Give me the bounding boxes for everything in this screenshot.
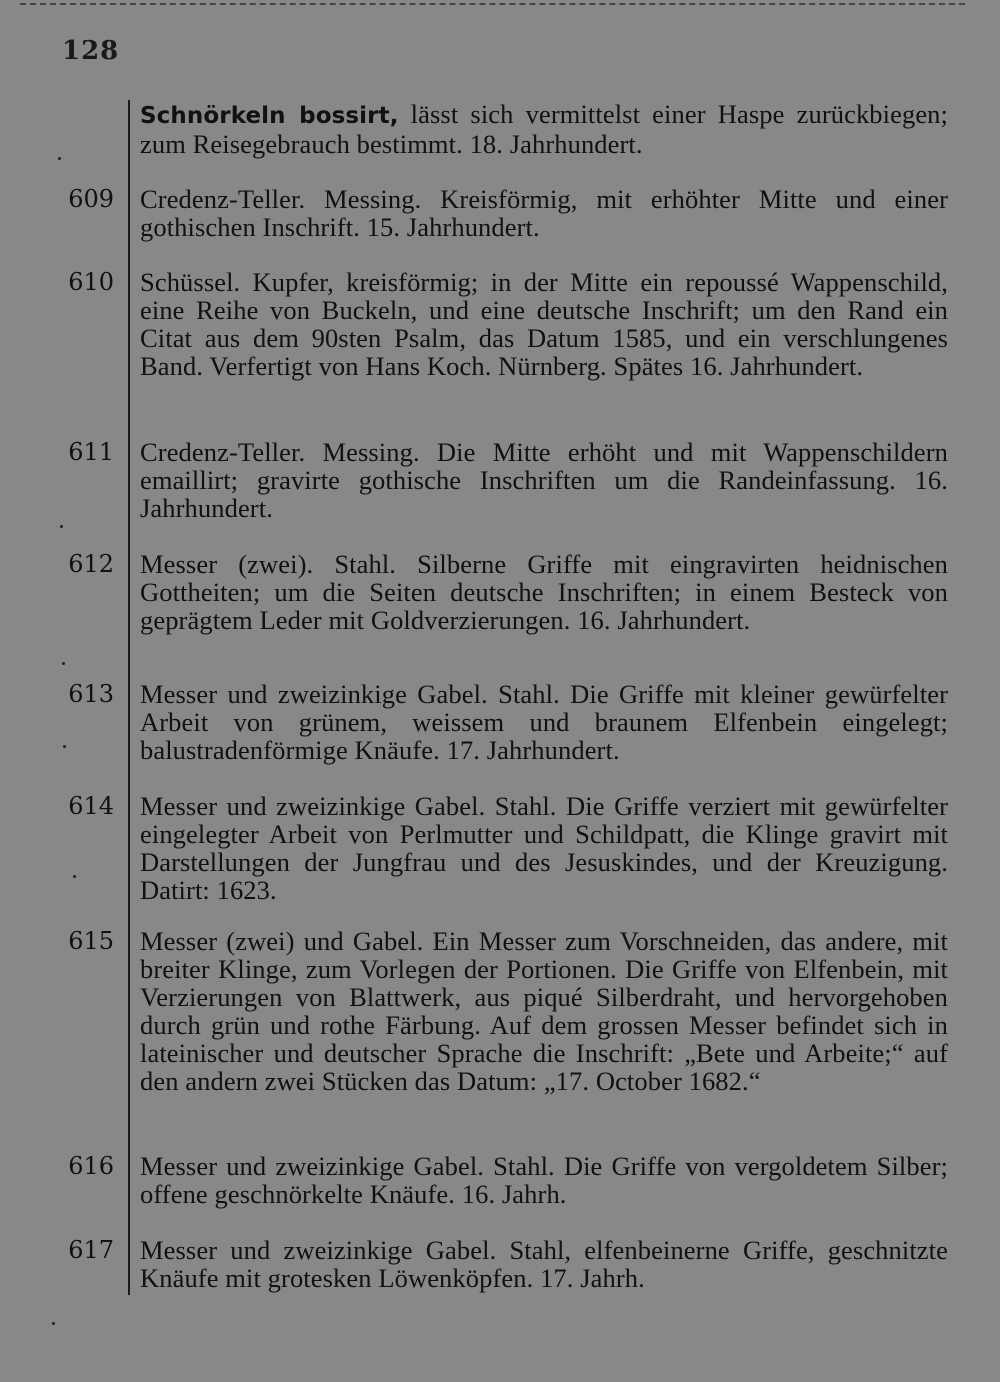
entry-text: Messer (zwei) und Gabel. Ein Messer zum Vorschneiden, das andere, mit breiter Klinge, zum Vorlegen der Portionen. Die Griffe von Elfenbein, mit Verzierungen von Blattwerk, aus piqué Silberdraht, und hervorgehoben durch grün und rothe Färbung. Auf dem grossen Messer befindet sich in lateinischer und deutscher Sprache die Inschrift: „Bete und Arbeite;“ auf den andern zwei Stücken das Datum: „17. October 1682.“	[140, 926, 948, 1096]
entry-bold-lead: Schnörkeln bossirt,	[140, 103, 399, 129]
print-speck	[60, 525, 63, 528]
print-speck	[63, 745, 66, 748]
entry-description: lässt sich vermittelst einer Haspe zurückbiegen; zum Reisegebrauch bestimmt. 18. Jahrhundert.	[140, 99, 948, 159]
print-speck	[73, 875, 76, 878]
column-divider	[128, 100, 130, 1295]
page-number: 128	[62, 36, 120, 66]
entry-number: 610	[68, 268, 114, 296]
entry-text: Schüssel. Kupfer, kreisförmig; in der Mitte ein repoussé Wappenschild, eine Reihe von Buckeln, und eine deutsche Inschrift; um den Rand ein Citat aus dem 90sten Psalm, das Datum 1585, und ein verschlungenes Band. Verfertigt von Hans Koch. Nürnberg. Spätes 16. Jahrhundert.	[140, 267, 948, 381]
entry-text: Messer und zweizinkige Gabel. Stahl. Die Griffe verziert mit gewürfelter eingelegter Arbeit von Perlmutter und Schildpatt, die Klinge gravirt mit Darstellungen der Jungfrau und des Jesuskindes, und der Kreuzigung. Datirt: 1623.	[140, 791, 948, 905]
print-speck	[62, 662, 65, 665]
entry-text: Messer (zwei). Stahl. Silberne Griffe mit eingravirten heidnischen Gottheiten; um die Seiten deutsche Inschriften; in einem Besteck von geprägtem Leder mit Goldverzierungen. 16. Jahrhundert.	[140, 549, 948, 635]
entry-number: 613	[68, 680, 114, 708]
entry-text: Messer und zweizinkige Gabel. Stahl. Die Griffe mit kleiner gewürfelter Arbeit von grünem, weissem und braunem Elfenbein eingelegt; balustradenförmige Knäufe. 17. Jahrhundert.	[140, 679, 948, 765]
entry-number: 612	[68, 550, 114, 578]
entry-number: 614	[68, 792, 114, 820]
print-speck	[58, 157, 61, 160]
top-edge-rule	[20, 3, 965, 5]
entry-text: Credenz-Teller. Messing. Die Mitte erhöht und mit Wappenschildern emaillirt; gravirte gothische Inschriften um die Randeinfassung. 16. Jahrhundert.	[140, 437, 948, 523]
entry-number: 611	[68, 438, 114, 466]
entry-number: 609	[68, 185, 114, 213]
entry-number: 615	[68, 927, 114, 955]
entry-number: 617	[68, 1236, 114, 1264]
entry-text: Credenz-Teller. Messing. Kreisförmig, mit erhöhter Mitte und einer gothischen Inschrift. 15. Jahrhundert.	[140, 184, 948, 242]
entry-number: 616	[68, 1152, 114, 1180]
entry-text	[140, 100, 948, 158]
entry-text: Messer und zweizinkige Gabel. Stahl. Die Griffe von vergoldetem Silber; offene geschnörkelte Knäufe. 16. Jahrh.	[140, 1151, 948, 1209]
entry-text: Messer und zweizinkige Gabel. Stahl, elfenbeinerne Griffe, geschnitzte Knäufe mit grotesken Löwenköpfen. 17. Jahrh.	[140, 1235, 948, 1293]
print-speck	[52, 1322, 55, 1325]
